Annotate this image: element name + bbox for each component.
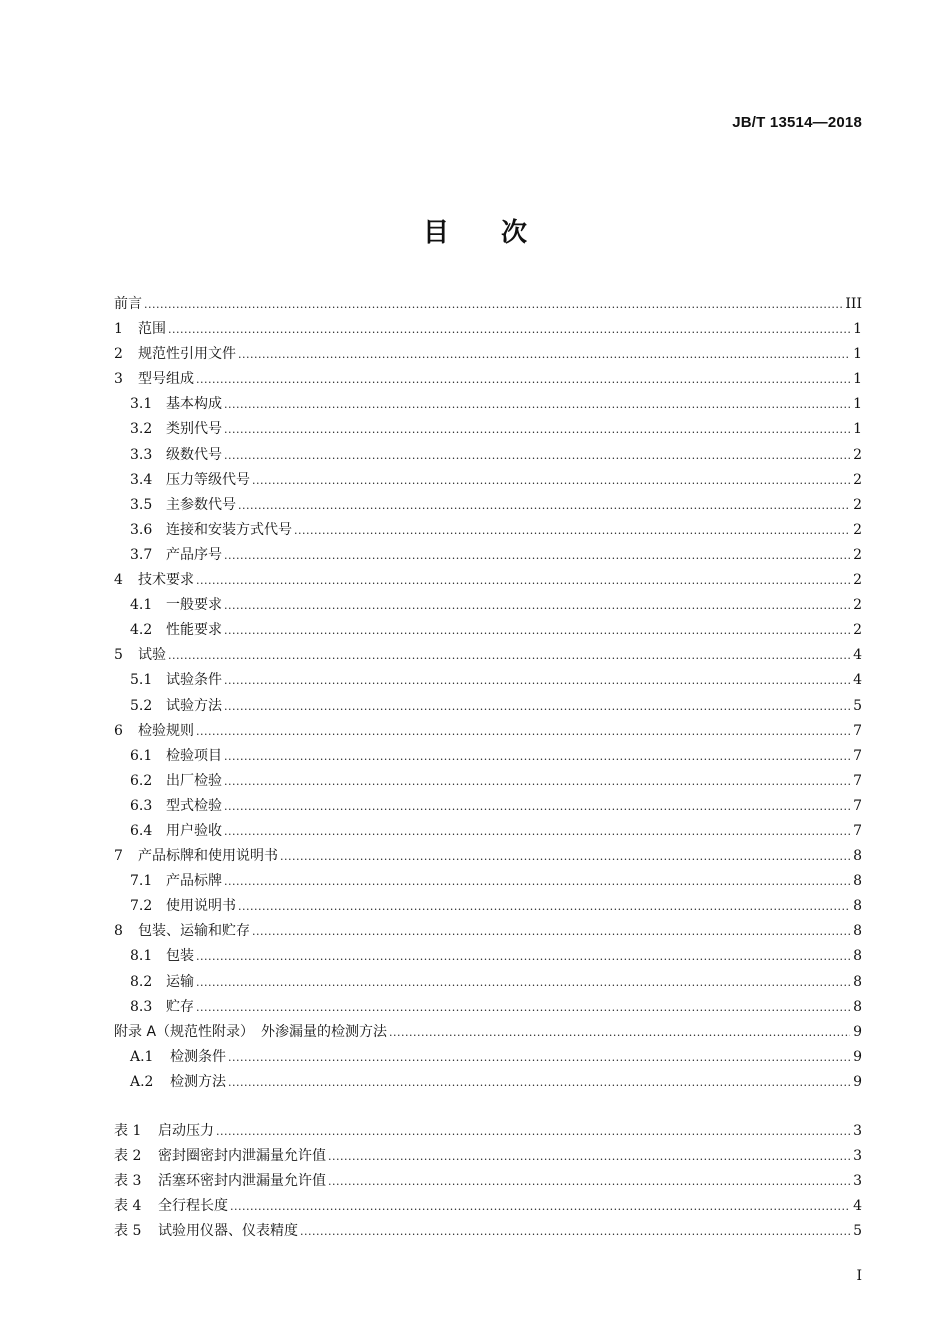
toc-entry-page: 8 — [853, 848, 862, 865]
toc-entry-number: 3.1 — [130, 396, 153, 413]
toc-entry-label: 性能要求 — [166, 622, 222, 639]
toc-entry-page: 1 — [853, 371, 862, 388]
dot-leader — [238, 348, 850, 361]
toc-entry[interactable] — [114, 1195, 862, 1220]
toc-entry-number: 3.5 — [130, 496, 153, 513]
toc-entry-label: 包装 — [166, 948, 194, 965]
toc-entry-label: 检测方法 — [170, 1073, 226, 1090]
toc-entry-page: 2 — [853, 622, 862, 639]
dot-leader — [252, 474, 850, 487]
toc-entry[interactable] — [114, 519, 862, 544]
toc-entry-page: 2 — [853, 572, 862, 589]
toc-entry-number: 3.3 — [130, 446, 153, 463]
dot-leader — [196, 725, 850, 738]
dot-leader — [300, 1225, 850, 1238]
toc-entry-label: 试验方法 — [166, 697, 222, 714]
toc-entry-number: 8.3 — [130, 998, 153, 1015]
toc-entry-page: 2 — [853, 546, 862, 563]
toc-entry-label: 密封圈密封内泄漏量允许值 — [158, 1148, 326, 1165]
toc-entry[interactable] — [114, 971, 862, 996]
toc-entry-number: 6.3 — [130, 797, 153, 814]
toc-entry[interactable] — [114, 795, 862, 820]
toc-entry-page: 7 — [853, 797, 862, 814]
toc-entry-page: 9 — [853, 1023, 862, 1040]
toc-entry-page: 8 — [853, 898, 862, 915]
toc-entry-page: 3 — [853, 1148, 862, 1165]
toc-entry-number: 表 2 — [114, 1148, 142, 1165]
toc-entry-number: 4 — [114, 572, 123, 589]
toc-table-list — [114, 1120, 862, 1245]
toc-entry[interactable] — [114, 745, 862, 770]
toc-entry-number: 6.2 — [130, 772, 153, 789]
dot-leader — [196, 976, 850, 989]
toc-entry[interactable] — [114, 368, 862, 393]
toc-entry-page: 1 — [853, 396, 862, 413]
toc-entry[interactable] — [114, 920, 862, 945]
toc-entry[interactable] — [114, 1145, 862, 1170]
toc-entry-label: 出厂检验 — [166, 772, 222, 789]
toc-entry[interactable] — [114, 996, 862, 1021]
standard-code: JB/T 13514—2018 — [732, 114, 862, 131]
toc-entry[interactable] — [114, 418, 862, 443]
dot-leader — [224, 398, 850, 411]
toc-entry-page: 9 — [853, 1073, 862, 1090]
toc-entry[interactable] — [114, 895, 862, 920]
toc-entry[interactable] — [114, 393, 862, 418]
toc-entry-page: 8 — [853, 873, 862, 890]
toc-entry-label: 附录 A（规范性附录） 外渗漏量的检测方法 — [114, 1023, 388, 1040]
toc-entry-label: 产品标牌和使用说明书 — [138, 848, 278, 865]
toc-entry-label: 范围 — [138, 321, 166, 338]
dot-leader — [280, 850, 850, 863]
toc-entry-label: 试验用仪器、仪表精度 — [158, 1223, 298, 1240]
dot-leader — [224, 624, 850, 637]
toc-entry-label: 主参数代号 — [166, 496, 236, 513]
toc-entry-label: 运输 — [166, 973, 194, 990]
toc-entry-label: 贮存 — [166, 998, 194, 1015]
toc-entries — [114, 293, 862, 1096]
toc-entry-page: 3 — [853, 1123, 862, 1139]
dot-leader — [328, 1150, 850, 1163]
table-of-contents — [114, 293, 862, 1245]
dot-leader — [252, 925, 850, 938]
dot-leader — [224, 549, 850, 562]
dot-leader — [224, 449, 850, 462]
toc-entry-label: 用户验收 — [166, 822, 222, 839]
dot-leader — [196, 950, 850, 963]
toc-entry-label: 检验规则 — [138, 722, 194, 739]
toc-entry[interactable] — [114, 1021, 862, 1046]
toc-entry[interactable] — [114, 594, 862, 619]
page-folio: I — [856, 1268, 862, 1284]
toc-entry-page: 5 — [853, 697, 862, 714]
dot-leader — [228, 1051, 850, 1064]
dot-leader — [389, 1026, 850, 1039]
dot-leader — [238, 499, 850, 512]
toc-entry-number: 6 — [114, 722, 123, 739]
toc-entry-number: 5.2 — [130, 697, 153, 714]
toc-entry[interactable] — [114, 1071, 862, 1096]
toc-entry-label: 类别代号 — [166, 421, 222, 438]
toc-entry-label: 一般要求 — [166, 597, 222, 614]
dot-leader — [224, 423, 850, 436]
dot-leader — [230, 1200, 850, 1213]
dot-leader — [228, 1076, 850, 1089]
dot-leader — [144, 298, 843, 311]
toc-entry-number: 6.1 — [130, 747, 153, 764]
toc-entry[interactable] — [114, 845, 862, 870]
toc-entry[interactable] — [114, 569, 862, 594]
dot-leader — [168, 649, 850, 662]
toc-entry-page: 5 — [853, 1223, 862, 1240]
toc-entry[interactable] — [114, 444, 862, 469]
toc-entry-label: 产品序号 — [166, 546, 222, 563]
toc-entry-page: 7 — [853, 772, 862, 789]
toc-entry-page: 2 — [853, 496, 862, 513]
toc-entry-label: 规范性引用文件 — [138, 346, 236, 363]
toc-entry-number: 1 — [114, 321, 123, 338]
toc-entry[interactable] — [114, 720, 862, 745]
toc-entry[interactable] — [114, 870, 862, 895]
toc-entry-label: 压力等级代号 — [166, 471, 250, 488]
dot-leader — [328, 1175, 850, 1188]
toc-entry-page: 7 — [853, 722, 862, 739]
toc-entry-number: 8.2 — [130, 973, 153, 990]
toc-entry-label: 包装、运输和贮存 — [138, 923, 250, 940]
toc-entry-page: 7 — [853, 747, 862, 764]
toc-entry-page: 4 — [853, 672, 862, 689]
dot-leader — [168, 323, 850, 336]
toc-entry-number: 7.2 — [130, 898, 153, 915]
toc-entry-number: 2 — [114, 346, 123, 363]
toc-entry-page: 4 — [853, 1198, 862, 1215]
toc-entry-page: 2 — [853, 446, 862, 463]
toc-entry-label: 产品标牌 — [166, 873, 222, 890]
toc-entry[interactable] — [114, 293, 862, 318]
toc-entry-label: 技术要求 — [138, 572, 194, 589]
toc-entry-label: 检测条件 — [170, 1048, 226, 1065]
toc-entry-page: 7 — [853, 822, 862, 839]
toc-entry[interactable] — [114, 1120, 862, 1145]
toc-entry[interactable] — [114, 318, 862, 343]
dot-leader — [294, 524, 850, 537]
toc-entry-number: 表 5 — [114, 1223, 142, 1240]
toc-entry[interactable] — [114, 644, 862, 669]
toc-entry-page: 1 — [853, 346, 862, 363]
toc-entry-label: 检验项目 — [166, 747, 222, 764]
toc-entry[interactable] — [114, 820, 862, 845]
toc-entry-number: 3.7 — [130, 546, 153, 563]
dot-leader — [224, 775, 850, 788]
toc-entry[interactable] — [114, 544, 862, 569]
toc-entry-page: 4 — [853, 647, 862, 664]
dot-leader — [224, 875, 850, 888]
toc-entry-label: 型号组成 — [138, 371, 194, 388]
toc-entry-page: 2 — [853, 597, 862, 614]
dot-leader — [196, 373, 850, 386]
toc-entry-label: 型式检验 — [166, 797, 222, 814]
toc-entry-label: 全行程长度 — [158, 1198, 228, 1215]
dot-leader — [224, 700, 850, 713]
toc-entry-number: 7.1 — [130, 873, 153, 890]
toc-entry[interactable] — [114, 1170, 862, 1195]
toc-entry-page: 3 — [853, 1173, 862, 1190]
toc-entry-page: 2 — [853, 521, 862, 538]
toc-entry-number: 3 — [114, 371, 123, 388]
toc-entry[interactable] — [114, 945, 862, 970]
toc-entry[interactable] — [114, 469, 862, 494]
dot-leader — [216, 1125, 850, 1138]
toc-entry-number: 4.1 — [130, 597, 153, 614]
toc-entry-number: 3.4 — [130, 471, 153, 488]
toc-entry-page: 8 — [853, 998, 862, 1015]
toc-entry-label: 前言 — [114, 296, 142, 312]
toc-entry[interactable] — [114, 1220, 862, 1245]
toc-entry-label: 试验 — [138, 647, 166, 664]
toc-entry-number: A.2 — [130, 1073, 154, 1090]
toc-entry-label: 活塞环密封内泄漏量允许值 — [158, 1173, 326, 1190]
toc-entry-number: 表 4 — [114, 1198, 142, 1215]
toc-entry-page: 1 — [853, 421, 862, 438]
toc-entry-number: 5 — [114, 647, 123, 664]
toc-entry-label: 试验条件 — [166, 672, 222, 689]
toc-entry-number: 8.1 — [130, 948, 153, 965]
dot-leader — [224, 674, 850, 687]
toc-entry-page: 8 — [853, 923, 862, 940]
toc-entry-number: 表 3 — [114, 1173, 142, 1190]
dot-leader — [224, 750, 850, 763]
toc-entry-number: 表 1 — [114, 1123, 142, 1139]
toc-entry-label: 级数代号 — [166, 446, 222, 463]
page-title: 目次 — [422, 218, 579, 248]
toc-entry-number: 5.1 — [130, 672, 153, 689]
toc-entry-page: 8 — [853, 948, 862, 965]
dot-leader — [238, 900, 850, 913]
toc-entry-label: 启动压力 — [158, 1123, 214, 1139]
toc-entry-label: 使用说明书 — [166, 898, 236, 915]
toc-entry-page: 2 — [853, 471, 862, 488]
dot-leader — [224, 800, 850, 813]
dot-leader — [196, 574, 850, 587]
toc-entry-label: 连接和安装方式代号 — [166, 521, 292, 538]
toc-entry-page: 9 — [853, 1048, 862, 1065]
toc-entry-number: 3.2 — [130, 421, 153, 438]
toc-entry-page: III — [845, 296, 862, 312]
toc-entry-number: 8 — [114, 923, 123, 940]
toc-entry[interactable] — [114, 494, 862, 519]
toc-entry-number: 7 — [114, 848, 123, 865]
toc-entry[interactable] — [114, 695, 862, 720]
toc-entry-number: 6.4 — [130, 822, 153, 839]
toc-entry-page: 1 — [853, 321, 862, 338]
toc-entry-number: 4.2 — [130, 622, 153, 639]
toc-entry-number: 3.6 — [130, 521, 153, 538]
toc-entry-label: 基本构成 — [166, 396, 222, 413]
toc-entry[interactable] — [114, 669, 862, 694]
toc-entry-page: 8 — [853, 973, 862, 990]
toc-entry-number: A.1 — [130, 1048, 154, 1065]
dot-leader — [224, 825, 850, 838]
toc-entry[interactable] — [114, 619, 862, 644]
toc-entry[interactable] — [114, 343, 862, 368]
dot-leader — [224, 599, 850, 612]
dot-leader — [196, 1001, 850, 1014]
toc-entry[interactable] — [114, 770, 862, 795]
toc-entry[interactable] — [114, 1046, 862, 1071]
